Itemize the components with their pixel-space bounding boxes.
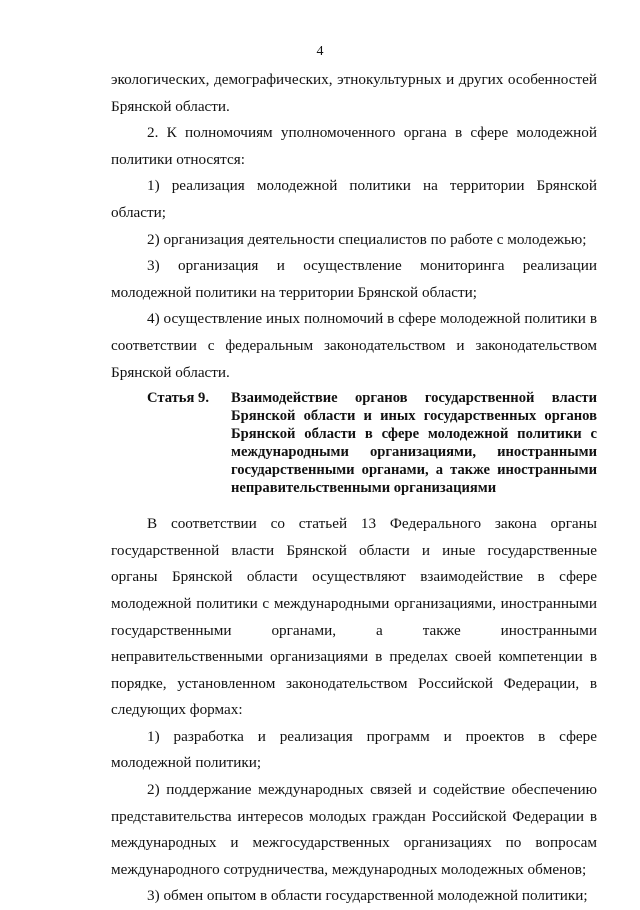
- paragraph-clause-2: 2. К полномочиям уполномоченного органа в сфере молодежной политики относятся:: [111, 124, 597, 168]
- document-body: [111, 67, 597, 910]
- list-item-3: 3) организация и осуществление мониторинга реализации молодежной политики на территории Брянской области;: [111, 257, 597, 301]
- list-item-2: 2) организация деятельности специалистов по работе с молодежью;: [147, 230, 587, 248]
- article-heading: [111, 389, 597, 497]
- form-item-3: 3) обмен опытом в области государственной молодежной политики;: [147, 887, 588, 905]
- article-number: Статья 9.: [147, 390, 209, 407]
- form-item-2: 2) поддержание международных связей и содействие обеспечению представительства интересов молодых граждан Российской Федерации в международных и межгосударственных организациях по вопросам международного сотрудничества, международных молодежных обменов;: [111, 781, 597, 878]
- page-number: 4: [316, 44, 324, 59]
- paragraph-continuation: экологических, демографических, этнокультурных и других особенностей Брянской области.: [111, 71, 597, 115]
- list-item-1: 1) реализация молодежной политики на территории Брянской области;: [111, 177, 597, 221]
- paragraph-article-body: В соответствии со статьей 13 Федерального закона органы государственной власти Брянской области и иные государственные органы Брянской области осуществляют взаимодействие в сфере молодежной политики с международными организациями, иностранными государственными органами, а также иностранными неправительственными организациями в пределах своей компетенции в порядке, установленном законодательством Российской Федерации, в следующих формах:: [111, 515, 597, 719]
- list-item-4: 4) осуществление иных полномочий в сфере молодежной политики в соответствии с федеральным законодательством и законодательством Брянской области.: [111, 310, 597, 381]
- form-item-1: 1) разработка и реализация программ и проектов в сфере молодежной политики;: [111, 727, 597, 772]
- article-title: Взаимодействие органов государственной власти Брянской области и иных государственных органов Брянской области в сфере молодежной политики с международными организациями, иностранными государственными органами, а также иностранными неправительственными организациями: [231, 390, 597, 497]
